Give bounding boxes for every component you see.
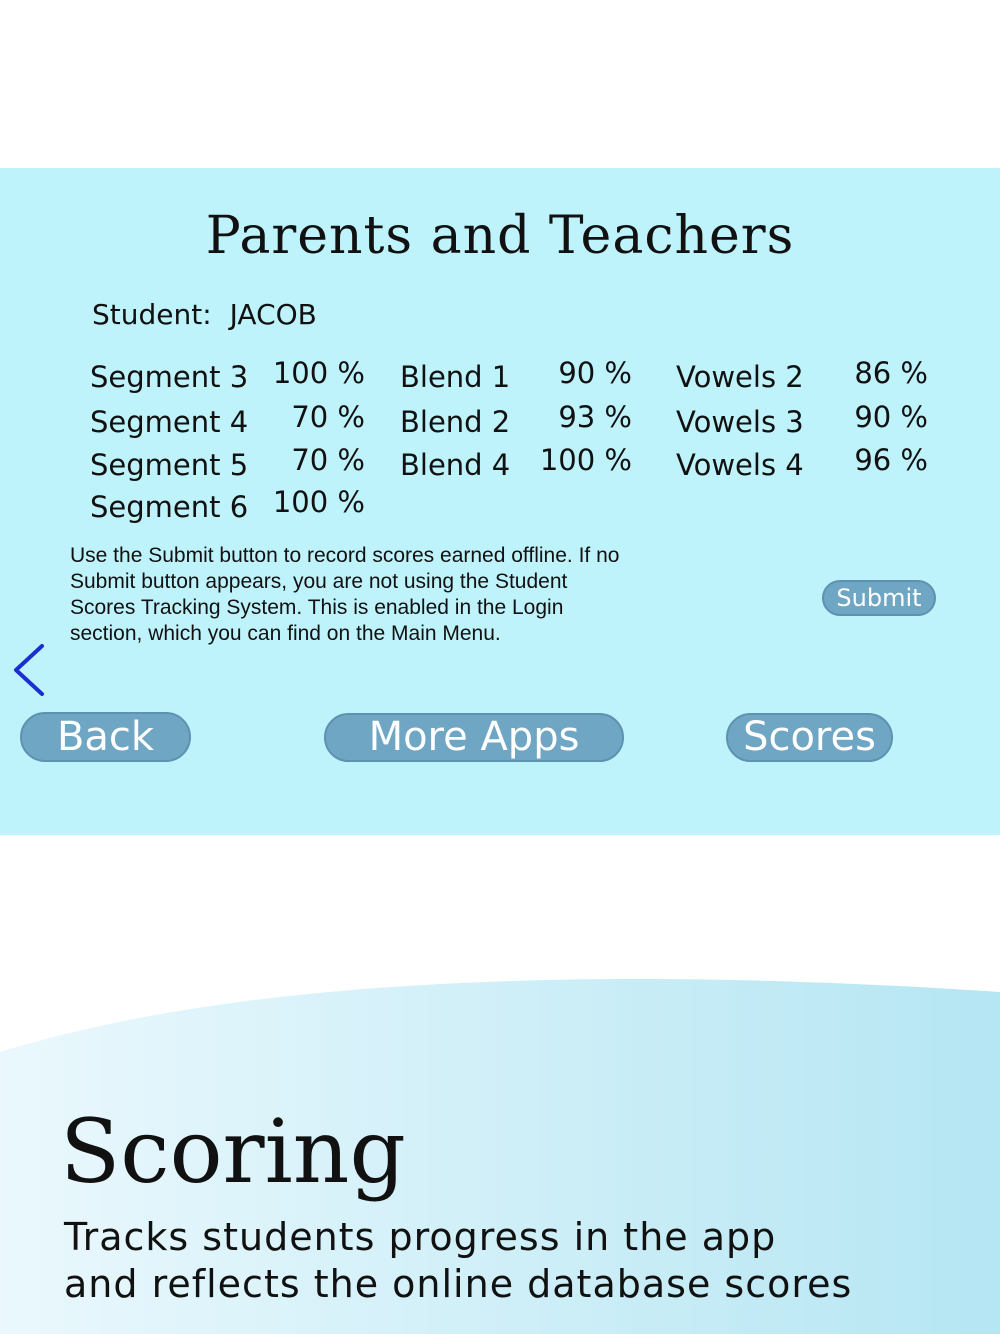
score-name: Blend 2 [400,405,511,439]
score-percent: 90 % [854,400,928,434]
score-percent: 100 % [272,356,365,390]
score-percent: 100 % [272,485,365,519]
score-name: Blend 1 [400,360,511,394]
parents-teachers-panel [0,168,1000,835]
note-line: Scores Tracking System. This is enabled in the Login [70,596,564,619]
scores-button[interactable]: Scores [726,713,893,762]
page-title: Parents and Teachers [205,206,795,266]
note-line: Use the Submit button to record scores earned offline. If no [70,544,620,567]
submit-button[interactable]: Submit [822,580,936,616]
feature-description-line: Tracks students progress in the app [64,1215,777,1259]
submit-instructions [70,543,760,647]
score-name: Vowels 3 [676,405,804,439]
student-info [92,298,317,331]
score-percent: 96 % [854,443,928,477]
chevron-left-icon[interactable] [8,642,48,698]
score-percent: 93 % [558,400,632,434]
feature-description-line: and reflects the online database scores [64,1262,853,1306]
more-apps-button[interactable]: More Apps [324,713,624,762]
back-button[interactable]: Back [20,712,191,762]
score-percent: 90 % [558,356,632,390]
student-name: JACOB [229,298,317,331]
score-percent: 100 % [539,443,632,477]
score-percent: 86 % [854,356,928,390]
score-percent: 70 % [291,443,365,477]
score-name: Vowels 2 [676,360,804,394]
student-label: Student: [92,298,212,331]
score-name: Blend 4 [400,448,511,482]
score-name: Segment 5 [90,448,249,482]
score-name: Segment 4 [90,405,249,439]
feature-title: Scoring [60,1100,406,1203]
score-name: Segment 6 [90,490,249,524]
note-line: section, which you can find on the Main Menu. [70,622,501,645]
score-name: Segment 3 [90,360,249,394]
feature-caption [0,960,1000,1334]
note-line: Submit button appears, you are not using the Student [70,570,568,593]
score-name: Vowels 4 [676,448,804,482]
score-percent: 70 % [291,400,365,434]
